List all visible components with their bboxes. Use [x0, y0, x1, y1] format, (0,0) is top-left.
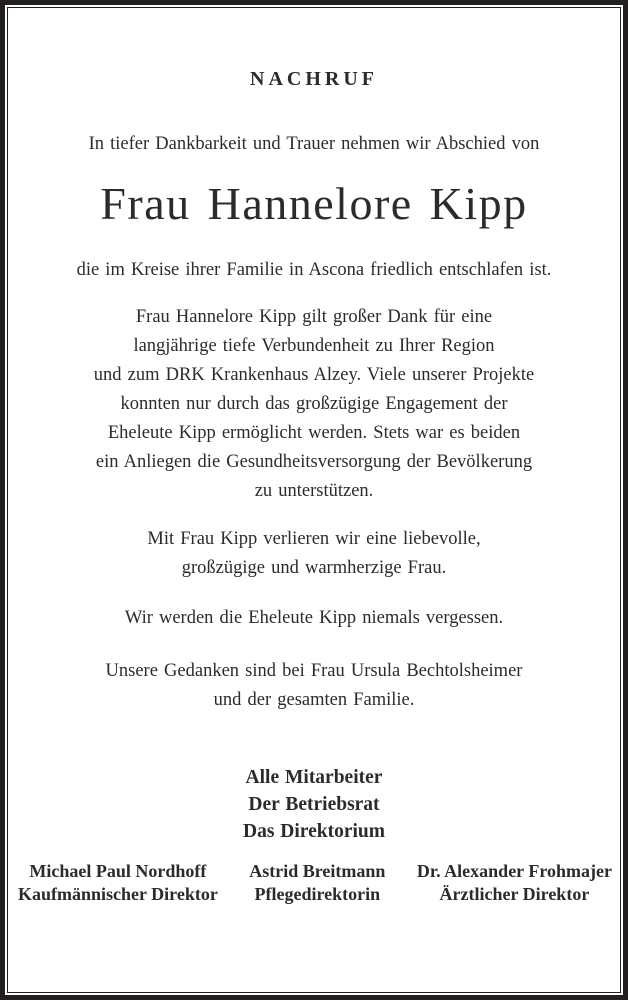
intro-line: In tiefer Dankbarkeit und Trauer nehmen wir Abschied von	[88, 134, 540, 154]
signatory-commercial-director	[18, 860, 218, 906]
signatory-name: Michael Paul Nordhoff	[29, 861, 207, 881]
signatory-title: Pflegedirektorin	[254, 884, 381, 904]
signer-group: Das Direktorium	[242, 821, 385, 842]
signatory-name: Dr. Alexander Frohmajer	[416, 861, 612, 881]
condolence-paragraph	[0, 657, 628, 715]
signer-group: Der Betriebsrat	[248, 794, 380, 815]
signatories-row	[0, 860, 628, 906]
signer-groups-block	[0, 764, 628, 845]
deceased-name: Frau Hannelore Kipp	[100, 178, 528, 229]
condolence-line: und der gesamten Familie.	[213, 690, 415, 710]
death-circumstance-line: die im Kreise ihrer Familie in Ascona friedlich entschlafen ist.	[76, 260, 552, 280]
tribute-line: ein Anliegen die Gesundheitsversorgung der Bevölkerung	[95, 452, 533, 472]
tribute-line: langjährige tiefe Verbundenheit zu Ihrer Region	[133, 336, 495, 356]
loss-line: großzügige und warmherzige Frau.	[181, 558, 447, 578]
signatory-name: Astrid Breitmann	[249, 861, 386, 881]
tribute-paragraph	[0, 303, 628, 506]
loss-paragraph	[0, 525, 628, 583]
signatory-nursing-director	[249, 860, 385, 906]
signer-group: Alle Mitarbeiter	[245, 767, 383, 788]
notice-type-heading: NACHRUF	[250, 68, 378, 90]
signatory-title: Ärztlicher Direktor	[439, 884, 590, 904]
condolence-line: Unsere Gedanken sind bei Frau Ursula Bechtolsheimer	[105, 661, 523, 681]
tribute-line: zu unterstützen.	[254, 481, 374, 501]
tribute-line: Eheleute Kipp ermöglicht werden. Stets war es beiden	[107, 423, 521, 443]
remembrance-line: Wir werden die Eheleute Kipp niemals vergessen.	[124, 608, 504, 628]
signatory-title: Kaufmännischer Direktor	[18, 884, 218, 904]
tribute-line: und zum DRK Krankenhaus Alzey. Viele unserer Projekte	[93, 365, 535, 385]
tribute-line: Frau Hannelore Kipp gilt großer Dank für eine	[135, 307, 493, 327]
tribute-line: konnten nur durch das großzügige Engagement der	[120, 394, 508, 414]
loss-line: Mit Frau Kipp verlieren wir eine liebevolle,	[147, 529, 481, 549]
signatory-medical-director	[417, 860, 612, 906]
